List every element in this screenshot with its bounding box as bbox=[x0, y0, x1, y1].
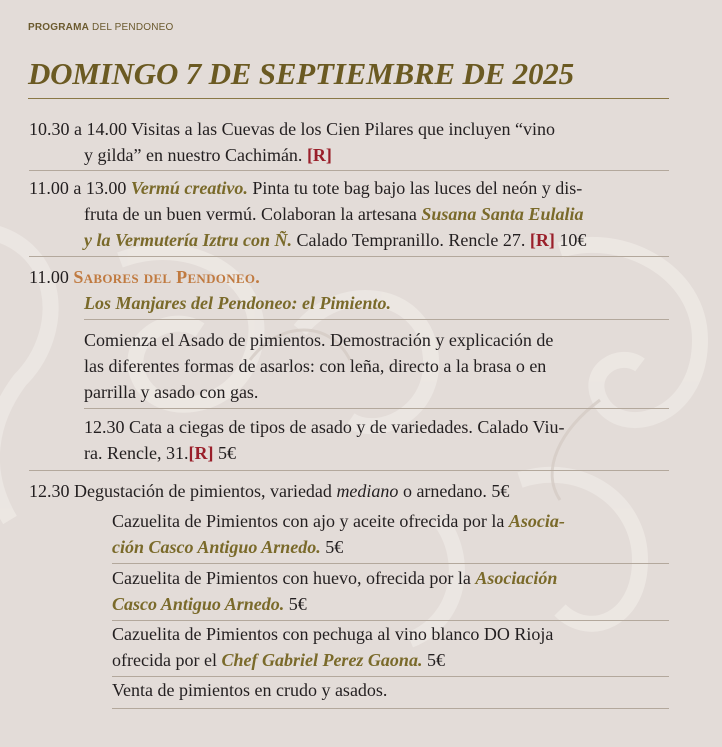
separator bbox=[112, 563, 669, 564]
event-time: 11.00 bbox=[29, 267, 74, 287]
separator bbox=[112, 708, 669, 709]
reservation-badge: [R] bbox=[529, 230, 555, 250]
event-time: 12.30 bbox=[29, 481, 70, 501]
event-cazuelita-ajo: Cazuelita de Pimientos con ajo y aceite ofrecida por la Asocia- ción Casco Antiguo Arnedo. 5€ bbox=[112, 511, 565, 557]
separator bbox=[84, 408, 669, 409]
separator bbox=[84, 319, 669, 320]
event-sabores: 11.00 Sabores del Pendoneo. Los Manjares del Pendoneo: el Pimiento. bbox=[29, 267, 391, 313]
reservation-badge: [R] bbox=[188, 443, 214, 463]
event-degustacion: 12.30 Degustación de pimientos, variedad mediano o arnedano. 5€ bbox=[29, 481, 510, 501]
header-bold: PROGRAMA bbox=[28, 22, 90, 33]
event-venta: Venta de pimientos en crudo y asados. bbox=[112, 680, 388, 700]
section-header bbox=[28, 22, 174, 33]
event-time: 10.30 a 14.00 bbox=[29, 119, 127, 139]
event-cazuelita-huevo: Cazuelita de Pimientos con huevo, ofrecida por la Asociación Casco Antiguo Arnedo. 5€ bbox=[112, 568, 558, 614]
header-rest: DEL PENDONEO bbox=[89, 22, 174, 33]
event-vermu: 11.00 a 13.00 Vermú creativo. Pinta tu tote bag bajo las luces del neón y dis- fruta de un buen vermú. Colaboran la artesana Susana Santa Eulalia y la Vermutería Iztru con Ñ. Calado Tempranillo. Rencle 27. [R] 10€ bbox=[29, 178, 587, 250]
event-cuevas: 10.30 a 14.00 Visitas a las Cuevas de los Cien Pilares que incluyen “vino y gilda” en nuestro Cachimán. [R] bbox=[29, 119, 556, 165]
event-asado: Comienza el Asado de pimientos. Demostración y explicación de las diferentes formas de asarlos: con leña, directo a la brasa o en parrilla y asado con gas. bbox=[84, 330, 554, 402]
separator bbox=[29, 256, 669, 257]
separator bbox=[29, 170, 669, 171]
event-cata: 12.30 Cata a ciegas de tipos de asado y de variedades. Calado Viu- ra. Rencle, 31.[R] 5€ bbox=[84, 417, 565, 463]
event-cazuelita-pechuga: Cazuelita de Pimientos con pechuga al vino blanco DO Rioja ofrecida por el Chef Gabriel Perez Gaona. 5€ bbox=[112, 624, 554, 670]
reservation-badge: [R] bbox=[306, 145, 332, 165]
page-title: DOMINGO 7 DE SEPTIEMBRE DE 2025 bbox=[28, 56, 669, 99]
separator bbox=[29, 470, 669, 471]
event-time: 11.00 a 13.00 bbox=[29, 178, 131, 198]
